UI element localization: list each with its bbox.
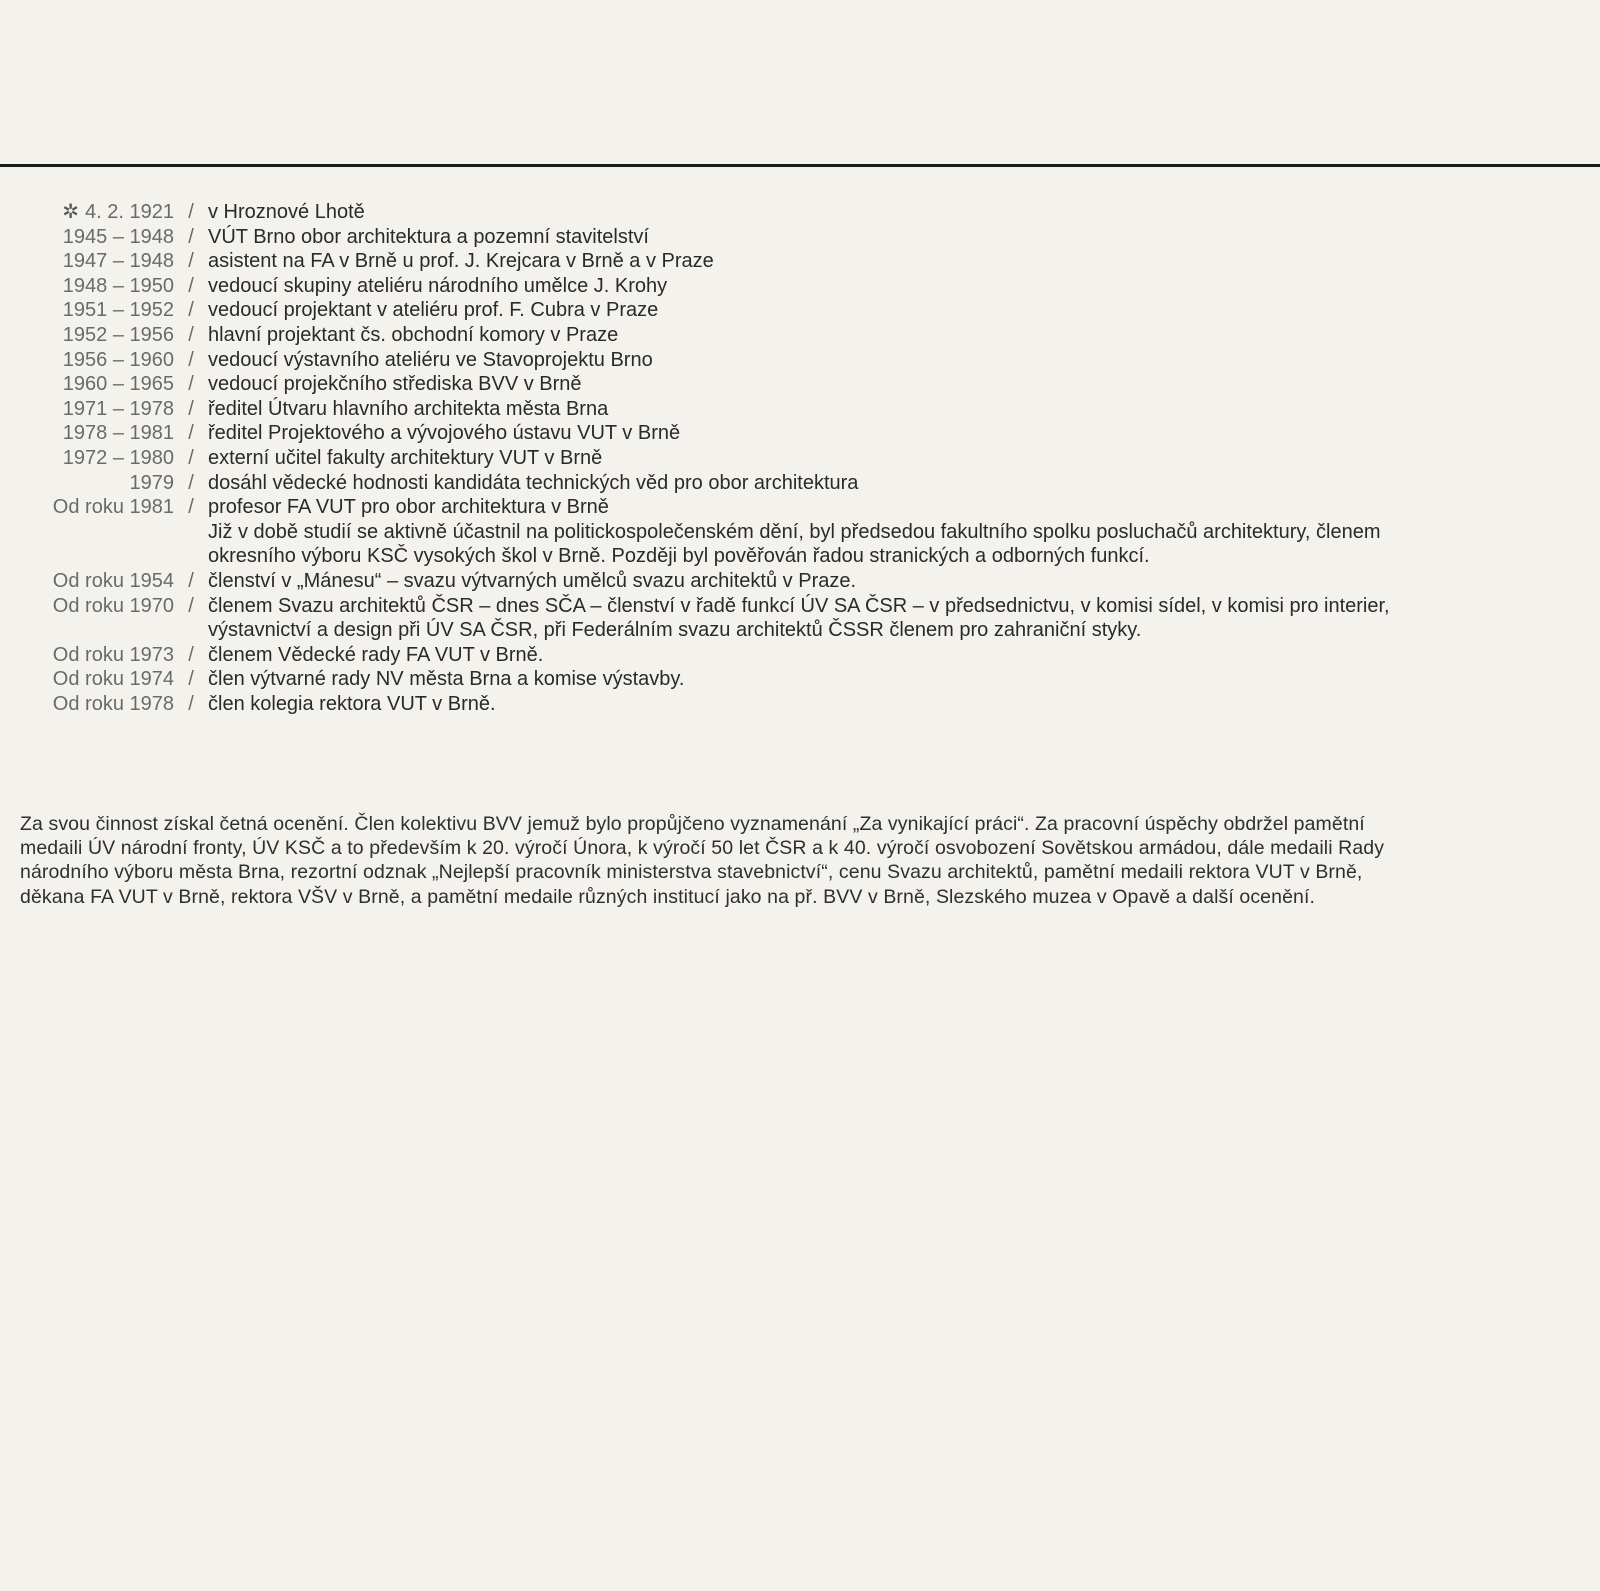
timeline-separator: / xyxy=(188,348,194,371)
timeline-separator: / xyxy=(188,299,194,322)
timeline-description: vedoucí skupiny ateliéru národního umělce J. Krohy xyxy=(208,274,668,297)
timeline-date: 1947 – 1948 xyxy=(62,250,174,273)
timeline-description: VÚT Brno obor architektura a pozemní stavitelství xyxy=(208,225,649,248)
timeline-date: Od roku 1981 xyxy=(52,496,174,519)
timeline-separator: / xyxy=(188,692,194,715)
timeline-separator: / xyxy=(188,471,194,494)
timeline-description: členem Svazu architektů ČSR – dnes SČA – členství v řadě funkcí ÚV SA ČSR – v předsednictvu, v komisi sídel, v komisi pro interier, výstavnictví a design při ÚV SA ČSR, při Federálním svazu architektů ČSSR členem pro zahraniční styky. xyxy=(208,594,1390,642)
timeline-description: profesor FA VUT pro obor architektura v Brně xyxy=(208,496,609,519)
timeline-date: 1972 – 1980 xyxy=(62,446,174,469)
timeline-description: dosáhl vědecké hodnosti kandidáta technických věd pro obor architektura xyxy=(208,471,859,494)
timeline-separator: / xyxy=(188,225,194,248)
timeline-separator: / xyxy=(188,397,194,420)
timeline-row xyxy=(18,225,1438,250)
timeline-row xyxy=(18,323,1438,348)
timeline-description: asistent na FA v Brně u prof. J. Krejcara v Brně a v Praze xyxy=(208,250,714,273)
timeline-date: 1952 – 1956 xyxy=(62,323,174,346)
timeline-row xyxy=(18,200,1438,225)
timeline-date: 1956 – 1960 xyxy=(62,348,174,371)
timeline-date: Od roku 1970 xyxy=(52,594,174,617)
timeline-description: členem Vědecké rady FA VUT v Brně. xyxy=(208,643,544,666)
biography-timeline xyxy=(18,200,1438,716)
timeline-separator: / xyxy=(188,274,194,297)
timeline-description: externí učitel fakulty architektury VUT v Brně xyxy=(208,446,603,469)
timeline-row xyxy=(18,667,1438,692)
timeline-date: Od roku 1978 xyxy=(52,692,174,715)
timeline-row xyxy=(18,397,1438,422)
timeline-row xyxy=(18,594,1438,643)
timeline-date: Od roku 1954 xyxy=(52,569,174,592)
timeline-description: Již v době studií se aktivně účastnil na politickospolečenském dění, byl předsedou fakultního spolku posluchačů architektury, členem okresního výboru KSČ vysokých škol v Brně. Později byl pověřován řadou stranických a odborných funkcí. xyxy=(208,520,1381,568)
timeline-date: 1979 xyxy=(129,471,174,494)
birth-asterisk-icon: ✲ xyxy=(62,201,80,223)
timeline-date: Od roku 1974 xyxy=(52,668,174,691)
timeline-description: člen kolegia rektora VUT v Brně. xyxy=(208,692,496,715)
timeline-row xyxy=(18,643,1438,668)
timeline-date: 1971 – 1978 xyxy=(62,397,174,420)
birth-date: 4. 2. 1921 xyxy=(85,201,174,223)
timeline-description: vedoucí projekčního střediska BVV v Brně xyxy=(208,373,582,396)
timeline-description: hlavní projektant čs. obchodní komory v Praze xyxy=(208,323,619,346)
timeline-description: člen výtvarné rady NV města Brna a komise výstavby. xyxy=(208,668,685,691)
timeline-row xyxy=(18,274,1438,299)
timeline-description: členství v „Mánesu“ – svazu výtvarných umělců svazu architektů v Praze. xyxy=(208,569,857,592)
timeline-row xyxy=(18,372,1438,397)
timeline-description: vedoucí projektant v ateliéru prof. F. Cubra v Praze xyxy=(208,299,659,322)
timeline-separator: / xyxy=(188,446,194,469)
timeline-row xyxy=(18,692,1438,717)
timeline-date: 1978 – 1981 xyxy=(62,422,174,445)
timeline-date: 1945 – 1948 xyxy=(62,225,174,248)
timeline-row xyxy=(18,249,1438,274)
timeline-separator: / xyxy=(188,250,194,273)
timeline-description: ředitel Útvaru hlavního architekta města Brna xyxy=(208,397,609,420)
awards-paragraph: Za svou činnost získal četná ocenění. Člen kolektivu BVV jemuž bylo propůjčeno vyznamenání „Za vynikající práci“. Za pracovní úspěchy obdržel pamětní medaili ÚV národní fronty, ÚV KSČ a to především k 20. výročí Února, k výročí 50 let ČSR a k 40. výročí osvobození Sovětskou armádou, dále medaili Rady národního výboru města Brna, rezortní odznak „Nejlepší pracovník ministerstva stavebnictví“, cenu Svazu architektů, pamětní medaili rektora VUT v Brně, děkana FA VUT v Brně, rektora VŠV v Brně, a pamětní medaile různých institucí jako na př. BVV v Brně, Slezského muzea v Opavě a další ocenění. xyxy=(20,812,1385,908)
timeline-separator: / xyxy=(188,422,194,445)
timeline-date: Od roku 1973 xyxy=(52,643,174,666)
timeline-separator: / xyxy=(188,643,194,666)
timeline-row xyxy=(18,520,1438,569)
timeline-date: 1960 – 1965 xyxy=(62,373,174,396)
timeline-row xyxy=(18,298,1438,323)
timeline-description: ředitel Projektového a vývojového ústavu VUT v Brně xyxy=(208,422,681,445)
timeline-date: 1951 – 1952 xyxy=(62,299,174,322)
timeline-description: vedoucí výstavního ateliéru ve Stavoprojektu Brno xyxy=(208,348,653,371)
top-divider-line xyxy=(0,164,1600,167)
timeline-separator: / xyxy=(188,668,194,691)
timeline-separator: / xyxy=(188,496,194,519)
timeline-separator: / xyxy=(188,201,194,223)
timeline-row xyxy=(18,421,1438,446)
timeline-row xyxy=(18,471,1438,496)
timeline-separator: / xyxy=(188,594,194,617)
timeline-date xyxy=(18,200,174,225)
timeline-separator: / xyxy=(188,373,194,396)
timeline-row xyxy=(18,495,1438,520)
timeline-date: 1948 – 1950 xyxy=(62,274,174,297)
timeline-separator: / xyxy=(188,569,194,592)
timeline-row xyxy=(18,569,1438,594)
timeline-row xyxy=(18,348,1438,373)
timeline-description: v Hroznové Lhotě xyxy=(208,201,365,223)
timeline-separator: / xyxy=(188,323,194,346)
timeline-row xyxy=(18,446,1438,471)
